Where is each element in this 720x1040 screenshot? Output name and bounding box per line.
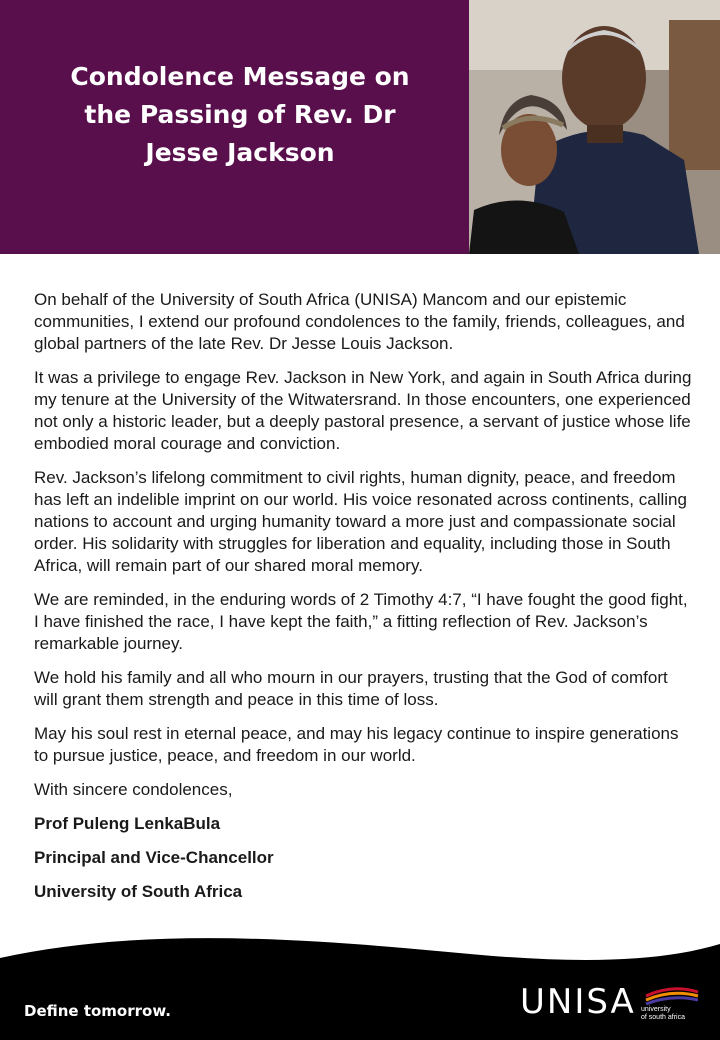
title-line-1: Condolence Message on [70, 62, 410, 91]
page-title [40, 58, 440, 172]
logo-wordmark: UNISA [520, 982, 636, 1022]
photo-illustration [469, 0, 720, 254]
header-photo [469, 0, 720, 254]
closing-line: With sincere condolences, [34, 780, 233, 799]
paragraph-6: May his soul rest in eternal peace, and may his legacy continue to inspire generations to pursue justice, peace, and freedom in our world. [34, 724, 679, 765]
signature-institution: University of South Africa [34, 882, 243, 901]
unisa-logo [520, 982, 710, 1032]
logo-sub-line-1: university [641, 1006, 671, 1013]
header [0, 0, 720, 254]
tagline: Define tomorrow. [24, 1002, 171, 1020]
logo-subtitle [641, 1006, 685, 1022]
paragraph-2: It was a privilege to engage Rev. Jackson in New York, and again in South Africa during my tenure at the University of the Witwatersrand. In those encounters, one experienced not only a historic leader, but a deeply pastoral presence, a servant of justice whose life embodied moral courage and conviction. [34, 368, 692, 453]
paragraph-3: Rev. Jackson’s lifelong commitment to civil rights, human dignity, peace, and freedom has left an indelible imprint on our world. His voice resonated across continents, calling nations to account and urging humanity toward a more just and compassionate social order. His solidarity with struggles for liberation and equality, including those in South Africa, will remain part of our shared moral memory. [34, 468, 687, 575]
logo-stripes-icon [644, 986, 700, 1006]
logo-sub-line-2: of south africa [641, 1014, 685, 1021]
title-line-2: the Passing of Rev. Dr [84, 100, 396, 129]
signature-role: Principal and Vice-Chancellor [34, 848, 274, 867]
paragraph-5: We hold his family and all who mourn in our prayers, trusting that the God of comfort will grant them strength and peace in this time of loss. [34, 668, 668, 709]
footer [0, 930, 720, 1040]
header-band [0, 0, 469, 254]
paragraph-1: On behalf of the University of South Africa (UNISA) Mancom and our epistemic communities, I extend our profound condolences to the family, friends, colleagues, and global partners of the late Rev. Dr Jesse Louis Jackson. [34, 290, 685, 353]
signature-name: Prof Puleng LenkaBula [34, 814, 221, 833]
paragraph-4: We are reminded, in the enduring words of 2 Timothy 4:7, “I have fought the good fight, I have finished the race, I have kept the faith,” a fitting reflection of Rev. Jackson’s remarkable journey. [34, 590, 688, 653]
title-line-3: Jesse Jackson [145, 138, 335, 167]
letter-body [34, 289, 694, 915]
